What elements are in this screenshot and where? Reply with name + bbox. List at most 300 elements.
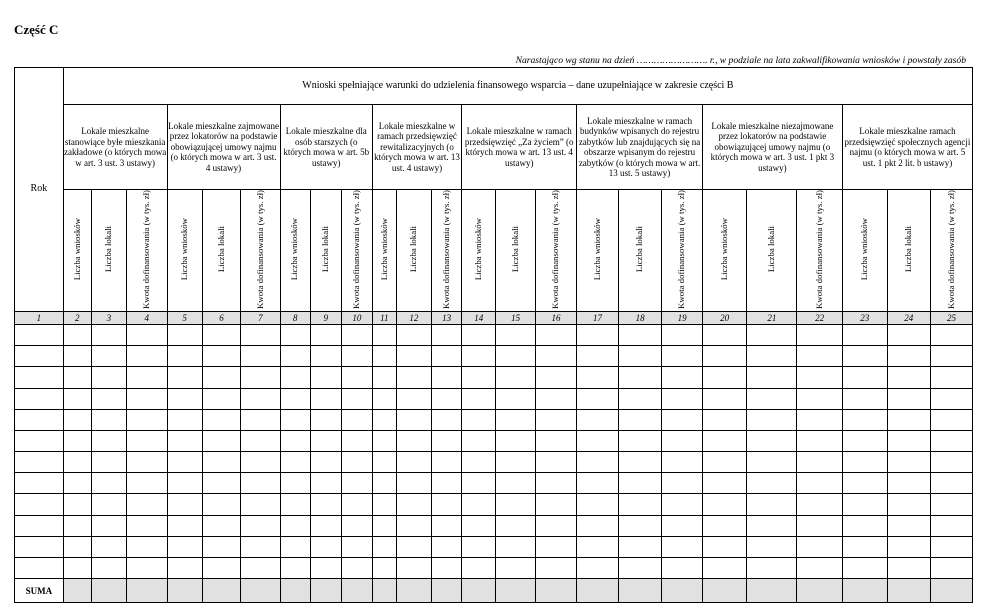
data-cell[interactable] xyxy=(241,409,280,430)
data-cell[interactable] xyxy=(63,388,91,409)
data-cell[interactable] xyxy=(127,558,167,579)
data-cell[interactable] xyxy=(662,324,702,345)
rok-cell[interactable] xyxy=(15,324,64,345)
rok-cell[interactable] xyxy=(15,409,64,430)
data-cell[interactable] xyxy=(496,452,535,473)
data-cell[interactable] xyxy=(202,367,240,388)
data-cell[interactable] xyxy=(63,558,91,579)
data-cell[interactable] xyxy=(662,473,702,494)
data-cell[interactable] xyxy=(887,494,931,515)
data-cell[interactable] xyxy=(797,346,843,367)
data-cell[interactable] xyxy=(310,494,341,515)
data-cell[interactable] xyxy=(432,536,462,557)
data-cell[interactable] xyxy=(535,558,577,579)
data-cell[interactable] xyxy=(462,558,496,579)
data-cell[interactable] xyxy=(202,388,240,409)
data-cell[interactable] xyxy=(432,473,462,494)
data-cell[interactable] xyxy=(747,324,797,345)
data-cell[interactable] xyxy=(63,452,91,473)
data-cell[interactable] xyxy=(496,536,535,557)
data-cell[interactable] xyxy=(396,346,431,367)
rok-cell[interactable] xyxy=(15,494,64,515)
data-cell[interactable] xyxy=(797,452,843,473)
data-cell[interactable] xyxy=(618,494,662,515)
data-cell[interactable] xyxy=(372,430,396,451)
data-cell[interactable] xyxy=(202,536,240,557)
data-cell[interactable] xyxy=(372,324,396,345)
data-cell[interactable] xyxy=(280,558,310,579)
data-cell[interactable] xyxy=(535,473,577,494)
data-cell[interactable] xyxy=(842,536,887,557)
data-cell[interactable] xyxy=(702,558,747,579)
data-cell[interactable] xyxy=(127,346,167,367)
data-cell[interactable] xyxy=(202,515,240,536)
data-cell[interactable] xyxy=(432,494,462,515)
data-cell[interactable] xyxy=(931,367,973,388)
data-cell[interactable] xyxy=(432,515,462,536)
data-cell[interactable] xyxy=(496,388,535,409)
data-cell[interactable] xyxy=(241,473,280,494)
data-cell[interactable] xyxy=(577,452,619,473)
data-cell[interactable] xyxy=(91,388,126,409)
data-cell[interactable] xyxy=(341,452,372,473)
data-cell[interactable] xyxy=(747,430,797,451)
data-cell[interactable] xyxy=(887,367,931,388)
data-cell[interactable] xyxy=(280,346,310,367)
data-cell[interactable] xyxy=(702,409,747,430)
data-cell[interactable] xyxy=(280,452,310,473)
data-cell[interactable] xyxy=(797,536,843,557)
data-cell[interactable] xyxy=(577,388,619,409)
data-cell[interactable] xyxy=(535,388,577,409)
data-cell[interactable] xyxy=(372,388,396,409)
data-cell[interactable] xyxy=(310,452,341,473)
data-cell[interactable] xyxy=(432,409,462,430)
data-cell[interactable] xyxy=(702,536,747,557)
data-cell[interactable] xyxy=(496,515,535,536)
data-cell[interactable] xyxy=(618,473,662,494)
data-cell[interactable] xyxy=(341,367,372,388)
data-cell[interactable] xyxy=(535,515,577,536)
data-cell[interactable] xyxy=(167,452,202,473)
data-cell[interactable] xyxy=(63,409,91,430)
data-cell[interactable] xyxy=(167,515,202,536)
data-cell[interactable] xyxy=(127,409,167,430)
data-cell[interactable] xyxy=(842,409,887,430)
data-cell[interactable] xyxy=(842,324,887,345)
data-cell[interactable] xyxy=(702,346,747,367)
data-cell[interactable] xyxy=(241,452,280,473)
data-cell[interactable] xyxy=(341,346,372,367)
data-cell[interactable] xyxy=(577,346,619,367)
data-cell[interactable] xyxy=(618,388,662,409)
data-cell[interactable] xyxy=(63,515,91,536)
data-cell[interactable] xyxy=(91,409,126,430)
data-cell[interactable] xyxy=(432,346,462,367)
rok-cell[interactable] xyxy=(15,536,64,557)
data-cell[interactable] xyxy=(341,430,372,451)
data-cell[interactable] xyxy=(310,515,341,536)
data-cell[interactable] xyxy=(202,473,240,494)
data-cell[interactable] xyxy=(91,536,126,557)
data-cell[interactable] xyxy=(797,409,843,430)
data-cell[interactable] xyxy=(931,515,973,536)
data-cell[interactable] xyxy=(310,473,341,494)
data-cell[interactable] xyxy=(280,430,310,451)
data-cell[interactable] xyxy=(931,324,973,345)
data-cell[interactable] xyxy=(372,473,396,494)
data-cell[interactable] xyxy=(396,536,431,557)
data-cell[interactable] xyxy=(887,473,931,494)
data-cell[interactable] xyxy=(887,324,931,345)
data-cell[interactable] xyxy=(127,536,167,557)
data-cell[interactable] xyxy=(396,452,431,473)
data-cell[interactable] xyxy=(202,324,240,345)
data-cell[interactable] xyxy=(702,515,747,536)
data-cell[interactable] xyxy=(702,452,747,473)
data-cell[interactable] xyxy=(887,558,931,579)
data-cell[interactable] xyxy=(202,452,240,473)
data-cell[interactable] xyxy=(535,452,577,473)
data-cell[interactable] xyxy=(797,473,843,494)
data-cell[interactable] xyxy=(396,430,431,451)
data-cell[interactable] xyxy=(396,409,431,430)
data-cell[interactable] xyxy=(618,558,662,579)
data-cell[interactable] xyxy=(202,346,240,367)
data-cell[interactable] xyxy=(462,409,496,430)
data-cell[interactable] xyxy=(202,409,240,430)
data-cell[interactable] xyxy=(241,536,280,557)
data-cell[interactable] xyxy=(662,452,702,473)
data-cell[interactable] xyxy=(535,536,577,557)
data-cell[interactable] xyxy=(797,388,843,409)
data-cell[interactable] xyxy=(91,367,126,388)
data-cell[interactable] xyxy=(747,452,797,473)
data-cell[interactable] xyxy=(618,536,662,557)
data-cell[interactable] xyxy=(63,367,91,388)
data-cell[interactable] xyxy=(462,430,496,451)
data-cell[interactable] xyxy=(496,367,535,388)
data-cell[interactable] xyxy=(535,367,577,388)
data-cell[interactable] xyxy=(842,346,887,367)
data-cell[interactable] xyxy=(702,473,747,494)
data-cell[interactable] xyxy=(91,430,126,451)
data-cell[interactable] xyxy=(167,558,202,579)
data-cell[interactable] xyxy=(535,409,577,430)
data-cell[interactable] xyxy=(372,346,396,367)
data-cell[interactable] xyxy=(618,324,662,345)
data-cell[interactable] xyxy=(341,515,372,536)
data-cell[interactable] xyxy=(577,473,619,494)
data-cell[interactable] xyxy=(496,473,535,494)
data-cell[interactable] xyxy=(747,409,797,430)
data-cell[interactable] xyxy=(577,494,619,515)
data-cell[interactable] xyxy=(127,473,167,494)
data-cell[interactable] xyxy=(432,452,462,473)
data-cell[interactable] xyxy=(432,388,462,409)
rok-cell[interactable] xyxy=(15,367,64,388)
rok-cell[interactable] xyxy=(15,346,64,367)
data-cell[interactable] xyxy=(462,473,496,494)
data-cell[interactable] xyxy=(842,430,887,451)
data-cell[interactable] xyxy=(241,367,280,388)
data-cell[interactable] xyxy=(310,324,341,345)
data-cell[interactable] xyxy=(241,388,280,409)
data-cell[interactable] xyxy=(462,494,496,515)
data-cell[interactable] xyxy=(797,324,843,345)
data-cell[interactable] xyxy=(577,558,619,579)
data-cell[interactable] xyxy=(747,473,797,494)
data-cell[interactable] xyxy=(91,324,126,345)
data-cell[interactable] xyxy=(396,558,431,579)
data-cell[interactable] xyxy=(535,494,577,515)
data-cell[interactable] xyxy=(91,494,126,515)
data-cell[interactable] xyxy=(310,367,341,388)
data-cell[interactable] xyxy=(63,430,91,451)
data-cell[interactable] xyxy=(372,494,396,515)
data-cell[interactable] xyxy=(797,515,843,536)
data-cell[interactable] xyxy=(91,515,126,536)
data-cell[interactable] xyxy=(280,409,310,430)
data-cell[interactable] xyxy=(887,346,931,367)
data-cell[interactable] xyxy=(747,515,797,536)
data-cell[interactable] xyxy=(372,409,396,430)
data-cell[interactable] xyxy=(372,452,396,473)
data-cell[interactable] xyxy=(127,367,167,388)
data-cell[interactable] xyxy=(462,388,496,409)
data-cell[interactable] xyxy=(167,324,202,345)
data-cell[interactable] xyxy=(931,346,973,367)
data-cell[interactable] xyxy=(931,409,973,430)
data-cell[interactable] xyxy=(432,324,462,345)
data-cell[interactable] xyxy=(202,430,240,451)
data-cell[interactable] xyxy=(662,558,702,579)
data-cell[interactable] xyxy=(127,430,167,451)
data-cell[interactable] xyxy=(202,494,240,515)
rok-cell[interactable] xyxy=(15,430,64,451)
data-cell[interactable] xyxy=(535,324,577,345)
data-cell[interactable] xyxy=(167,430,202,451)
data-cell[interactable] xyxy=(241,515,280,536)
data-cell[interactable] xyxy=(662,346,702,367)
data-cell[interactable] xyxy=(310,346,341,367)
data-cell[interactable] xyxy=(662,494,702,515)
data-cell[interactable] xyxy=(535,430,577,451)
data-cell[interactable] xyxy=(618,430,662,451)
data-cell[interactable] xyxy=(396,494,431,515)
data-cell[interactable] xyxy=(372,536,396,557)
rok-cell[interactable] xyxy=(15,558,64,579)
data-cell[interactable] xyxy=(372,558,396,579)
data-cell[interactable] xyxy=(310,409,341,430)
data-cell[interactable] xyxy=(618,346,662,367)
data-cell[interactable] xyxy=(396,367,431,388)
data-cell[interactable] xyxy=(747,558,797,579)
data-cell[interactable] xyxy=(618,515,662,536)
data-cell[interactable] xyxy=(280,536,310,557)
data-cell[interactable] xyxy=(280,324,310,345)
data-cell[interactable] xyxy=(702,324,747,345)
rok-cell[interactable] xyxy=(15,388,64,409)
data-cell[interactable] xyxy=(63,324,91,345)
data-cell[interactable] xyxy=(931,388,973,409)
data-cell[interactable] xyxy=(127,515,167,536)
data-cell[interactable] xyxy=(931,494,973,515)
data-cell[interactable] xyxy=(167,409,202,430)
data-cell[interactable] xyxy=(496,430,535,451)
data-cell[interactable] xyxy=(797,430,843,451)
data-cell[interactable] xyxy=(372,367,396,388)
data-cell[interactable] xyxy=(127,324,167,345)
data-cell[interactable] xyxy=(280,388,310,409)
data-cell[interactable] xyxy=(931,558,973,579)
data-cell[interactable] xyxy=(432,558,462,579)
rok-cell[interactable] xyxy=(15,452,64,473)
data-cell[interactable] xyxy=(496,558,535,579)
data-cell[interactable] xyxy=(496,409,535,430)
data-cell[interactable] xyxy=(462,452,496,473)
data-cell[interactable] xyxy=(310,558,341,579)
data-cell[interactable] xyxy=(167,536,202,557)
data-cell[interactable] xyxy=(747,367,797,388)
rok-cell[interactable] xyxy=(15,515,64,536)
data-cell[interactable] xyxy=(887,452,931,473)
data-cell[interactable] xyxy=(241,346,280,367)
data-cell[interactable] xyxy=(662,536,702,557)
data-cell[interactable] xyxy=(63,346,91,367)
data-cell[interactable] xyxy=(127,452,167,473)
data-cell[interactable] xyxy=(702,430,747,451)
data-cell[interactable] xyxy=(341,388,372,409)
data-cell[interactable] xyxy=(887,515,931,536)
data-cell[interactable] xyxy=(496,324,535,345)
data-cell[interactable] xyxy=(842,515,887,536)
data-cell[interactable] xyxy=(842,494,887,515)
data-cell[interactable] xyxy=(432,367,462,388)
data-cell[interactable] xyxy=(842,367,887,388)
data-cell[interactable] xyxy=(280,473,310,494)
data-cell[interactable] xyxy=(396,388,431,409)
rok-cell[interactable] xyxy=(15,473,64,494)
data-cell[interactable] xyxy=(577,367,619,388)
data-cell[interactable] xyxy=(280,367,310,388)
data-cell[interactable] xyxy=(341,536,372,557)
data-cell[interactable] xyxy=(662,515,702,536)
data-cell[interactable] xyxy=(310,388,341,409)
data-cell[interactable] xyxy=(618,367,662,388)
data-cell[interactable] xyxy=(341,473,372,494)
data-cell[interactable] xyxy=(341,494,372,515)
data-cell[interactable] xyxy=(931,536,973,557)
data-cell[interactable] xyxy=(931,430,973,451)
data-cell[interactable] xyxy=(241,494,280,515)
data-cell[interactable] xyxy=(127,494,167,515)
data-cell[interactable] xyxy=(577,430,619,451)
data-cell[interactable] xyxy=(702,494,747,515)
data-cell[interactable] xyxy=(797,367,843,388)
data-cell[interactable] xyxy=(462,346,496,367)
data-cell[interactable] xyxy=(747,346,797,367)
data-cell[interactable] xyxy=(167,473,202,494)
data-cell[interactable] xyxy=(241,558,280,579)
data-cell[interactable] xyxy=(887,409,931,430)
data-cell[interactable] xyxy=(797,494,843,515)
data-cell[interactable] xyxy=(462,324,496,345)
data-cell[interactable] xyxy=(618,452,662,473)
data-cell[interactable] xyxy=(310,536,341,557)
data-cell[interactable] xyxy=(432,430,462,451)
data-cell[interactable] xyxy=(91,452,126,473)
data-cell[interactable] xyxy=(577,409,619,430)
data-cell[interactable] xyxy=(167,346,202,367)
data-cell[interactable] xyxy=(241,324,280,345)
data-cell[interactable] xyxy=(310,430,341,451)
data-cell[interactable] xyxy=(341,324,372,345)
data-cell[interactable] xyxy=(202,558,240,579)
data-cell[interactable] xyxy=(931,473,973,494)
data-cell[interactable] xyxy=(341,409,372,430)
data-cell[interactable] xyxy=(496,494,535,515)
data-cell[interactable] xyxy=(797,558,843,579)
data-cell[interactable] xyxy=(462,515,496,536)
data-cell[interactable] xyxy=(396,324,431,345)
data-cell[interactable] xyxy=(167,388,202,409)
data-cell[interactable] xyxy=(462,536,496,557)
data-cell[interactable] xyxy=(747,536,797,557)
data-cell[interactable] xyxy=(662,388,702,409)
data-cell[interactable] xyxy=(462,367,496,388)
data-cell[interactable] xyxy=(341,558,372,579)
data-cell[interactable] xyxy=(577,324,619,345)
data-cell[interactable] xyxy=(887,388,931,409)
data-cell[interactable] xyxy=(662,367,702,388)
data-cell[interactable] xyxy=(662,409,702,430)
data-cell[interactable] xyxy=(63,494,91,515)
data-cell[interactable] xyxy=(842,558,887,579)
data-cell[interactable] xyxy=(747,494,797,515)
data-cell[interactable] xyxy=(396,515,431,536)
data-cell[interactable] xyxy=(842,388,887,409)
data-cell[interactable] xyxy=(280,515,310,536)
data-cell[interactable] xyxy=(577,515,619,536)
data-cell[interactable] xyxy=(91,346,126,367)
data-cell[interactable] xyxy=(887,430,931,451)
data-cell[interactable] xyxy=(842,452,887,473)
data-cell[interactable] xyxy=(241,430,280,451)
data-cell[interactable] xyxy=(280,494,310,515)
data-cell[interactable] xyxy=(91,473,126,494)
data-cell[interactable] xyxy=(167,494,202,515)
data-cell[interactable] xyxy=(372,515,396,536)
data-cell[interactable] xyxy=(702,367,747,388)
data-cell[interactable] xyxy=(577,536,619,557)
data-cell[interactable] xyxy=(702,388,747,409)
data-cell[interactable] xyxy=(535,346,577,367)
data-cell[interactable] xyxy=(396,473,431,494)
data-cell[interactable] xyxy=(63,473,91,494)
data-cell[interactable] xyxy=(63,536,91,557)
data-cell[interactable] xyxy=(167,367,202,388)
data-cell[interactable] xyxy=(496,346,535,367)
data-cell[interactable] xyxy=(127,388,167,409)
data-cell[interactable] xyxy=(91,558,126,579)
data-cell[interactable] xyxy=(931,452,973,473)
data-cell[interactable] xyxy=(662,430,702,451)
data-cell[interactable] xyxy=(747,388,797,409)
data-cell[interactable] xyxy=(618,409,662,430)
data-cell[interactable] xyxy=(842,473,887,494)
data-cell[interactable] xyxy=(887,536,931,557)
